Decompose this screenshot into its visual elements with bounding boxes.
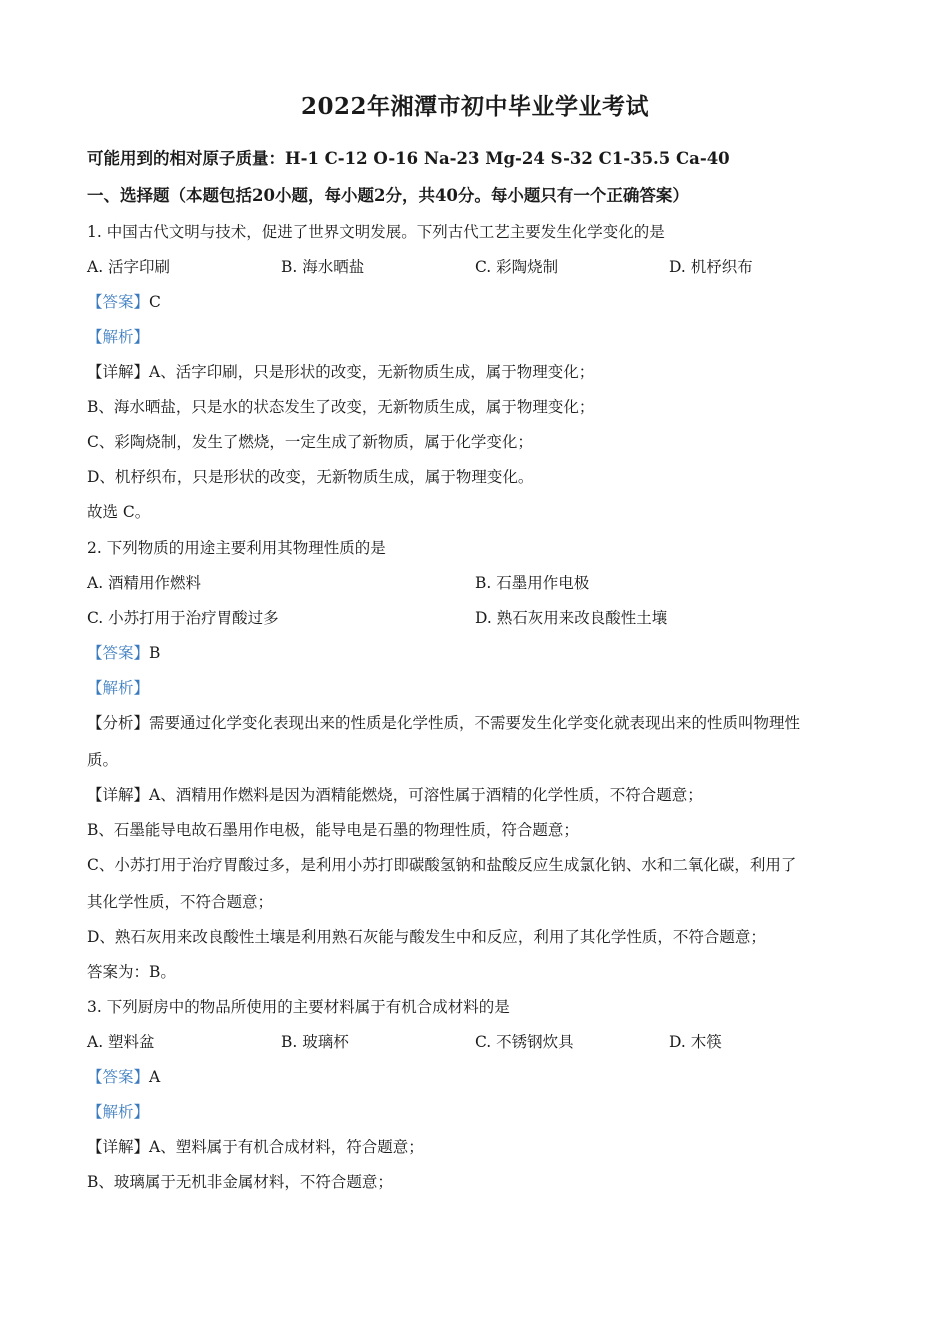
q3-answer-line <box>87 1065 877 1087</box>
q2-detail-line-2: B、石墨能导电故石墨用作电极，能导电是石墨的物理性质，符合题意； <box>87 821 579 839</box>
q1-option-a: A. 活字印刷 <box>87 258 171 276</box>
q2-fenxi-line-1 <box>87 711 877 733</box>
fenxi-tag: 【分析】 <box>87 714 150 732</box>
q3-option-d: D. 木筷 <box>669 1033 722 1051</box>
q3-option-c: C. 不锈钢炊具 <box>475 1033 574 1051</box>
q3-stem: 3. 下列厨房中的物品所使用的主要材料属于有机合成材料的是 <box>87 998 510 1016</box>
q2-fenxi-line-2: 质。 <box>87 751 119 769</box>
q2-analysis-tag: 【解析】 <box>87 679 150 697</box>
q2-detail-line-4: 其化学性质，不符合题意； <box>87 893 274 911</box>
detail-tag: 【详解】 <box>87 363 150 381</box>
q3-analysis-tag: 【解析】 <box>87 1103 150 1121</box>
q3-detail-text-a: A、塑料属于有机合成材料，符合题意； <box>149 1138 424 1156</box>
q1-detail-line-2: B、海水晒盐，只是水的状态发生了改变，无新物质生成，属于物理变化； <box>87 398 595 416</box>
q1-option-c: C. 彩陶烧制 <box>475 258 559 276</box>
detail-tag: 【详解】 <box>87 1138 150 1156</box>
q2-conclusion: 答案为：B。 <box>87 963 176 981</box>
q2-stem: 2. 下列物质的用途主要利用其物理性质的是 <box>87 539 386 557</box>
q1-stem: 1. 中国古代文明与技术，促进了世界文明发展。下列古代工艺主要发生化学变化的是 <box>87 223 665 241</box>
q2-fenxi-text: 需要通过化学变化表现出来的性质是化学性质，不需要发生化学变化就表现出来的性质叫物理性 <box>149 714 801 732</box>
q2-detail-text-a: A、酒精用作燃料是因为酒精能燃烧，可溶性属于酒精的化学性质，不符合题意； <box>149 786 703 804</box>
q3-option-a: A. 塑料盆 <box>87 1033 155 1051</box>
q1-detail-line-4: D、机杼织布，只是形状的改变，无新物质生成，属于物理变化。 <box>87 468 534 486</box>
q3-detail-line-1 <box>87 1135 877 1157</box>
answer-tag: 【答案】 <box>87 293 150 311</box>
q1-detail-text-a: A、活字印刷，只是形状的改变，无新物质生成，属于物理变化； <box>149 363 595 381</box>
q2-option-d: D. 熟石灰用来改良酸性土壤 <box>475 609 668 627</box>
q1-answer-line <box>87 290 877 312</box>
q3-answer: A <box>149 1068 161 1086</box>
q2-option-b: B. 石墨用作电极 <box>475 574 590 592</box>
q2-answer-line <box>87 641 877 663</box>
q2-detail-line-3: C、小苏打用于治疗胃酸过多，是利用小苏打即碳酸氢钠和盐酸反应生成氯化钠、水和二氧化碳，利用了 <box>87 856 797 874</box>
q1-detail-line-3: C、彩陶烧制，发生了燃烧，一定生成了新物质，属于化学变化； <box>87 433 533 451</box>
section-heading: 一、选择题（本题包括20小题，每小题2分，共40分。每小题只有一个正确答案） <box>87 186 689 205</box>
q3-detail-line-2: B、玻璃属于无机非金属材料，不符合题意； <box>87 1173 393 1191</box>
q3-option-b: B. 玻璃杯 <box>281 1033 349 1051</box>
q1-option-d: D. 机杼织布 <box>669 258 753 276</box>
q1-conclusion: 故选 C。 <box>87 503 151 521</box>
answer-tag: 【答案】 <box>87 1068 150 1086</box>
q1-option-b: B. 海水晒盐 <box>281 258 365 276</box>
q2-detail-line-1 <box>87 783 877 805</box>
q2-option-c: C. 小苏打用于治疗胃酸过多 <box>87 609 279 627</box>
q2-detail-line-5: D、熟石灰用来改良酸性土壤是利用熟石灰能与酸发生中和反应，利用了其化学性质，不符合题意； <box>87 928 766 946</box>
atomic-masses-line: 可能用到的相对原子质量：H-1 C-12 O-16 Na-23 Mg-24 S-32 C1-35.5 Ca-40 <box>87 149 730 168</box>
q1-analysis-tag: 【解析】 <box>87 328 150 346</box>
q1-answer: C <box>149 293 161 311</box>
q1-detail-line-1 <box>87 360 877 382</box>
q2-option-a: A. 酒精用作燃料 <box>87 574 202 592</box>
q2-answer: B <box>149 644 161 662</box>
page-title: 2022年湘潭市初中毕业学业考试 <box>300 93 649 120</box>
detail-tag: 【详解】 <box>87 786 150 804</box>
answer-tag: 【答案】 <box>87 644 150 662</box>
